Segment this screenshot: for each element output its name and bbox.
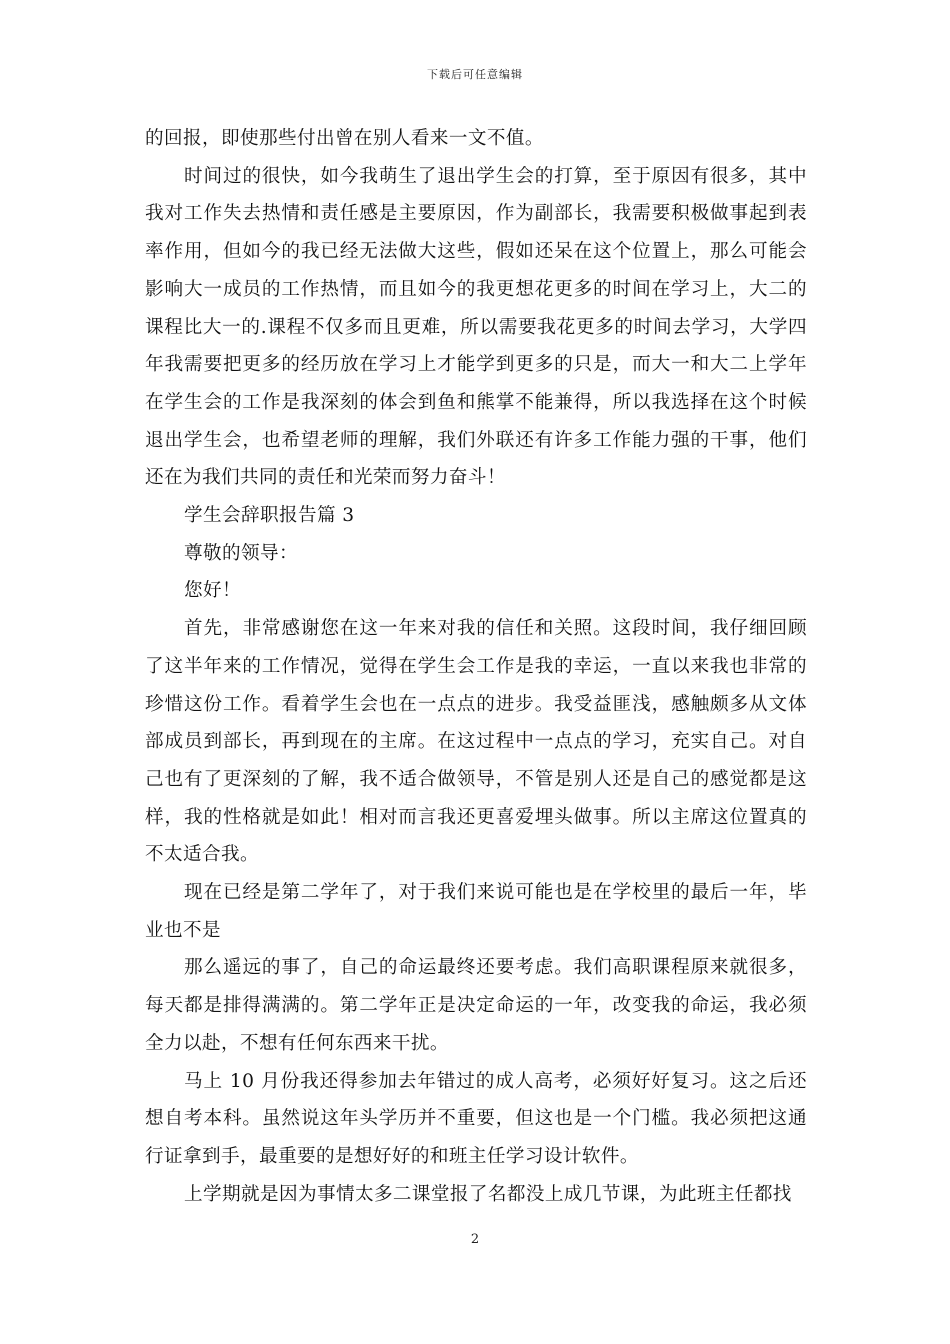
paragraph: 首先，非常感谢您在这一年来对我的信任和关照。这段时间，我仔细回顾了这半年来的工作情况，觉得在学生会工作是我的幸运，一直以来我也非常的珍惜这份工作。看着学生会也在一点点的进步。我受益匪浅，感触颇多从文体部成员到部长，再到现在的主席。在这过程中一点点的学习，充实自己。对自己也有了更深刻的了解，我不适合做领导，不管是别人还是自己的感觉都是这样，我的性格就是如此！相对而言我还更喜爱埋头做事。所以主席这位置真的不太适合我。 bbox=[145, 618, 807, 866]
paragraph: 上学期就是因为事情太多二课堂报了名都没上成几节课，为此班主任都找 bbox=[184, 1183, 792, 1205]
salutation: 尊敬的领导： bbox=[184, 542, 298, 564]
paragraph: 时间过的很快，如今我萌生了退出学生会的打算，至于原因有很多，其中我对工作失去热情和责任感是主要原因，作为副部长，我需要积极做事起到表率作用，但如今的我已经无法做大这些，假如还呆在这个位置上，那么可能会影响大一成员的工作热情，而且如今的我更想花更多的时间在学习上，大二的课程比大一的.课程不仅多而且更难，所以需要我花更多的时间去学习，大学四年我需要把更多的经历放在学习上才能学到更多的只是，而大一和大二上学年在学生会的工作是我深刻的体会到鱼和熊掌不能兼得，所以我选择在这个时候退出学生会，也希望老师的理解，我们外联还有许多工作能力强的干事，他们还在为我们共同的责任和光荣而努力奋斗！ bbox=[145, 165, 807, 489]
paragraph: 马上 10 月份我还得参加去年错过的成人高考，必须好好复习。这之后还想自考本科。虽然说这年头学历并不重要，但这也是一个门槛。我必须把这通行证拿到手，最重要的是想好好的和班主任学习设计软件。 bbox=[145, 1070, 807, 1167]
paragraph: 现在已经是第二学年了，对于我们来说可能也是在学校里的最后一年，毕业也不是 bbox=[145, 882, 807, 941]
page-header: 下载后可任意编辑 bbox=[427, 68, 523, 81]
paragraph: 那么遥远的事了，自己的命运最终还要考虑。我们高职课程原来就很多，每天都是排得满满的。第二学年正是决定命运的一年，改变我的命运，我必须全力以赴，不想有任何东西来干扰。 bbox=[145, 957, 807, 1054]
paragraph: 的回报，即使那些付出曾在别人看来一文不值。 bbox=[145, 128, 544, 149]
section-heading: 学生会辞职报告篇 3 bbox=[184, 505, 355, 527]
page-number: 2 bbox=[470, 1232, 480, 1247]
document-body bbox=[145, 120, 807, 1213]
greeting: 您好！ bbox=[184, 580, 241, 602]
